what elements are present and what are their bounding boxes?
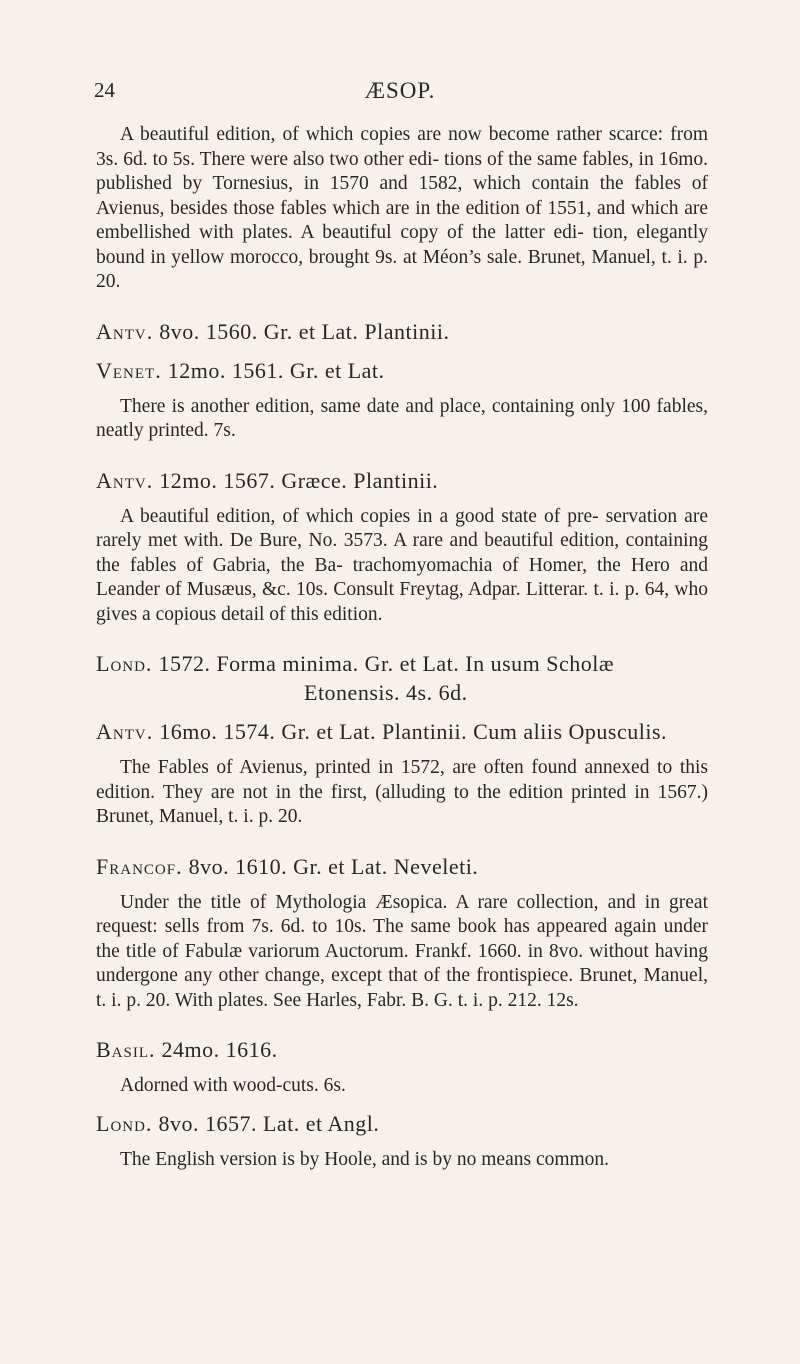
entry-details: 8vo. 1657. Lat. et Angl.	[158, 1110, 380, 1136]
entry-lond-1657	[96, 1109, 708, 1138]
entry-antv-1574	[96, 717, 708, 746]
entry-francof-1610	[96, 852, 708, 881]
entry-place: Basil.	[96, 1037, 156, 1062]
entry-place: Antv.	[96, 318, 154, 344]
paragraph-1657-note: The English version is by Hoole, and is by no means common.	[120, 1148, 610, 1170]
entry-antv-1567	[96, 466, 708, 495]
running-title: ÆSOP.	[364, 78, 436, 103]
entry-details: 1572. Forma minima. Gr. et Lat. In usum Scholæ Etonensis. 4s. 6d.	[158, 651, 615, 705]
entry-place: Venet.	[96, 357, 162, 383]
entry-place: Francof.	[96, 853, 183, 879]
entry-place: Antv.	[96, 467, 154, 493]
paragraph-1574-note: The Fables of Avienus, printed in 1572, are often found annexed to this edition. They are not in the first, (alluding to the edition printed in 1567.) Brunet, Manuel, t. i. p. 20.	[96, 757, 708, 827]
paragraph-1616-note: Adorned with wood-cuts. 6s.	[120, 1075, 346, 1096]
entry-details: 24mo. 1616.	[161, 1037, 278, 1062]
paragraph-1567-note: A beautiful edition, of which copies in a good state of pre- servation are rarely met with. De Bure, No. 3573. A rare and beautiful edition, containing the fables of Gabria, the Ba- trachomyomachia of Homer, the Hero and Leander of Musæus, &c. 10s. Consult Freytag, Adpar. Litterar. t. i. p. 64, who gives a copious detail of this edition.	[96, 505, 708, 625]
entry-details: 16mo. 1574. Gr. et Lat. Plantinii. Cum aliis Opusculis.	[159, 719, 668, 744]
entry-antv-1560	[96, 317, 708, 346]
entry-basil-1616	[96, 1035, 708, 1064]
entry-details: 8vo. 1610. Gr. et Lat. Neveleti.	[188, 853, 479, 879]
paragraph-1610-note: Under the title of Mythologia Æsopica. A rare collection, and in great request: sells from 7s. 6d. to 10s. The same book has appeared again under the title of Fabulæ variorum Auctorum. Frankf. 1660. in 8vo. without having undergone any other change, except that of the frontispiece. Brunet, Manuel, t. i. p. 20. With plates. See Harles, Fabr. B. G. t. i. p. 212. 12s.	[96, 891, 708, 1011]
page-content	[96, 123, 708, 1172]
entry-details: 8vo. 1560. Gr. et Lat. Plantinii.	[159, 318, 450, 344]
entry-place: Lond.	[96, 651, 153, 676]
entry-place: Lond.	[96, 1110, 153, 1136]
page-number: 24	[94, 78, 115, 102]
entry-place: Antv.	[96, 719, 154, 744]
entry-details: 12mo. 1567. Græce. Plantinii.	[159, 467, 439, 493]
entry-details: 12mo. 1561. Gr. et Lat.	[167, 357, 385, 383]
paragraph-1551-note: A beautiful edition, of which copies are now become rather scarce: from 3s. 6d. to 5s. There were also two other edi- tions of the same fables, in 16mo. published by Tornesius, in 1570 and 1582, which contain the fables of Avienus, besides those fables which are in the edition of 1551, and which are embellished with plates. A beautiful copy of the latter edi- tion, elegantly bound in yellow morocco, brought 9s. at Méon’s sale. Brunet, Manuel, t. i. p. 20.	[96, 124, 708, 292]
entry-venet-1561	[96, 356, 708, 385]
entry-lond-1572	[96, 649, 708, 707]
running-head	[0, 78, 800, 110]
paragraph-venet-note: There is another edition, same date and place, containing only 100 fables, neatly printed. 7s.	[96, 395, 708, 441]
